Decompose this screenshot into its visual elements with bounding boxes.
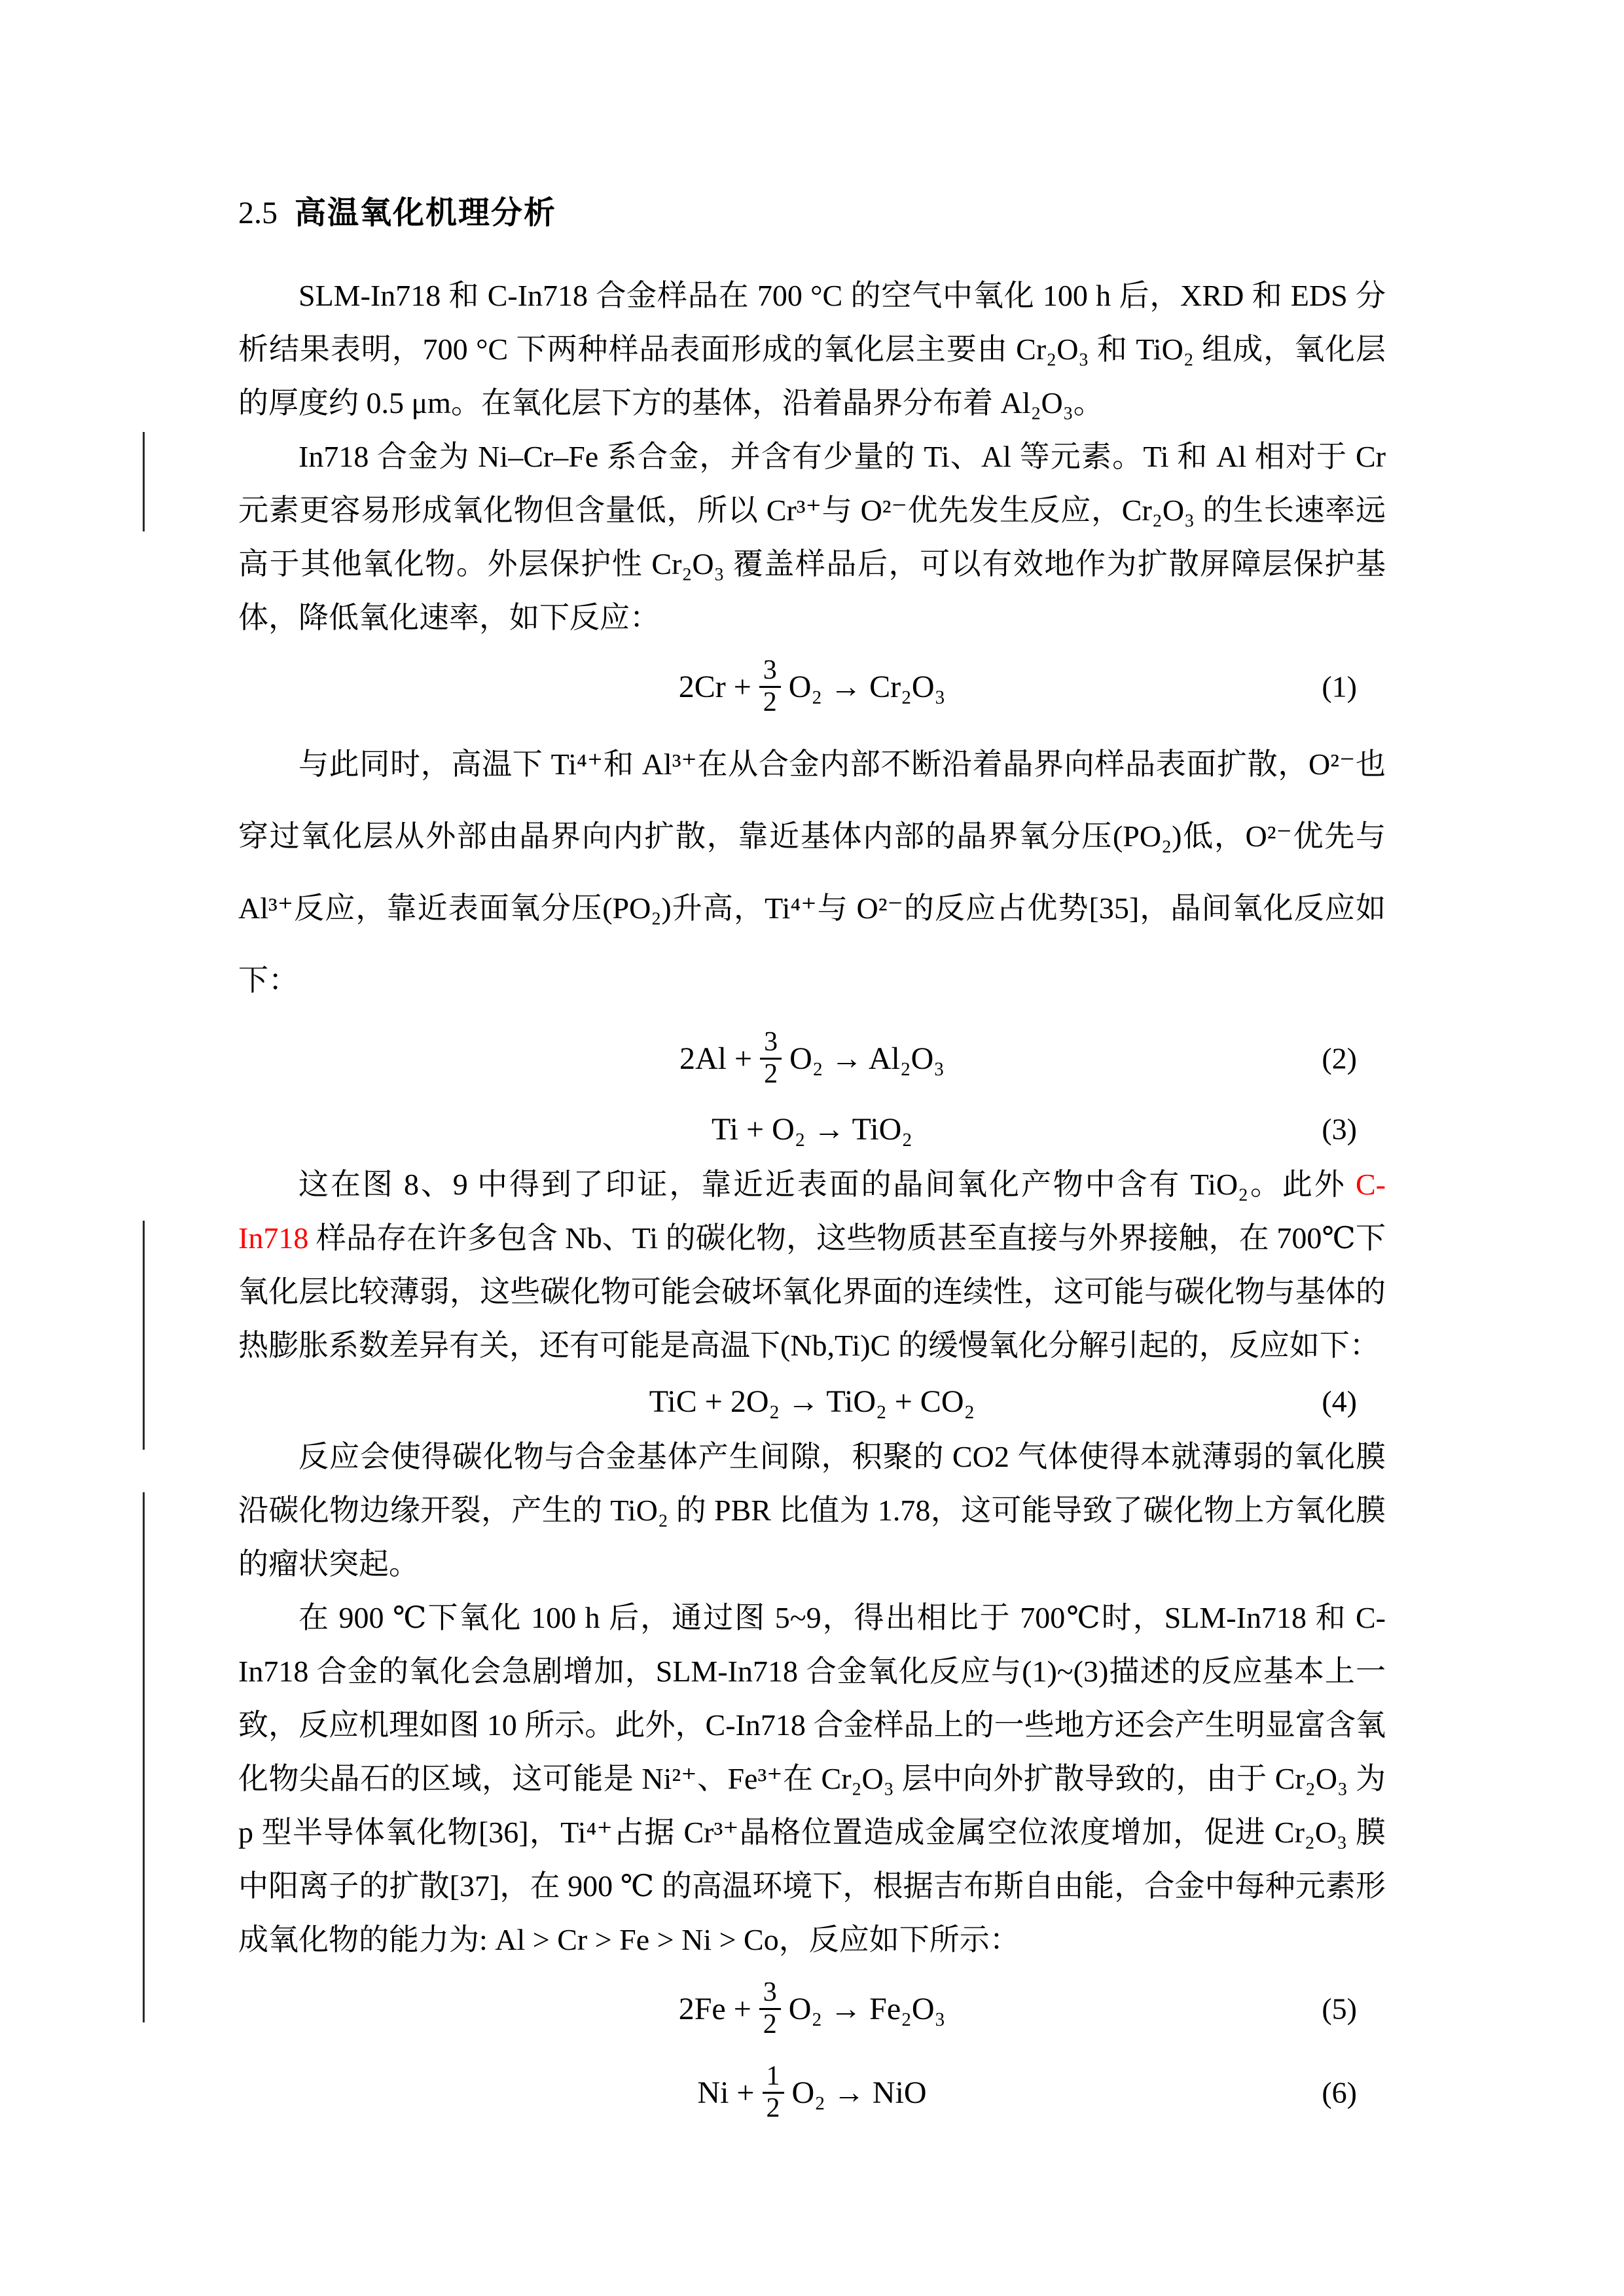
revision-bar-2 xyxy=(143,1221,145,1450)
section-title: 高温氧化机理分析 xyxy=(295,196,557,230)
equation-6-lhs: Ni + xyxy=(697,2075,755,2110)
paragraph-2: In718 合金为 Ni–Cr–Fe 系合金，并含有少量的 Ti、Al 等元素。Ti 和 Al 相对于 Cr 元素更容易形成氧化物但含量低，所以 Cr³⁺与 O²⁻优先发生反应，Cr₂O₃ 的生长速率远高于其他氧化物。外层保护性 Cr₂O₃ 覆盖样品后，可以有效地作为扩散屏障层保护基体，降低氧化速率，如下反应： xyxy=(238,440,1386,634)
equation-2-rhs: O₂ → Al₂O₃ xyxy=(789,1041,945,1076)
page-content xyxy=(238,187,1386,2134)
equation-5 xyxy=(238,1967,1386,2051)
paragraph-5: 反应会使得碳化物与合金基体产生间隙，积聚的 CO2 气体使得本就薄弱的氧化膜沿碳化物边缘开裂，产生的 TiO₂ 的 PBR 比值为 1.78，这可能导致了碳化物上方氧化膜的瘤状突起。 xyxy=(238,1440,1386,1581)
equation-5-formula xyxy=(679,1978,946,2039)
equation-3-formula: Ti + O₂ → TiO₂ xyxy=(712,1111,912,1147)
fraction-numerator: 1 xyxy=(766,2061,780,2092)
equation-6 xyxy=(238,2051,1386,2134)
equation-5-fraction xyxy=(759,1978,781,2039)
equation-3 xyxy=(238,1100,1386,1158)
revision-bar-1 xyxy=(143,432,145,531)
equation-1-lhs: 2Cr + xyxy=(678,669,751,704)
section-number: 2.5 xyxy=(238,196,278,230)
equation-4 xyxy=(238,1372,1386,1430)
equation-4-number: (4) xyxy=(1322,1384,1357,1418)
revision-bar-3 xyxy=(143,1492,145,2022)
equation-2 xyxy=(238,1016,1386,1100)
equation-3-number: (3) xyxy=(1322,1112,1357,1146)
equation-6-formula xyxy=(697,2062,926,2123)
paragraph-4 xyxy=(238,1158,1386,1372)
fraction-numerator: 3 xyxy=(764,1027,778,1058)
equation-1-rhs: O₂ → Cr₂O₃ xyxy=(788,669,946,704)
fraction-denominator: 2 xyxy=(763,2092,784,2123)
fraction-numerator: 3 xyxy=(763,1977,777,2008)
fraction-denominator: 2 xyxy=(760,1058,782,1089)
equation-1-fraction xyxy=(759,656,781,717)
equation-6-rhs: O₂ → NiO xyxy=(791,2075,927,2110)
equation-5-lhs: 2Fe + xyxy=(678,1991,751,2026)
section-heading xyxy=(238,187,1386,240)
equation-1 xyxy=(238,645,1386,728)
equation-2-fraction xyxy=(760,1028,782,1089)
paragraph-6: 在 900 ℃下氧化 100 h 后，通过图 5~9，得出相比于 700℃时，SLM-In718 和 C-In718 合金的氧化会急剧增加，SLM-In718 合金氧化反应与(1)~(3)描述的反应基本上一致，反应机理如图 10 所示。此外，C-In718 合金样品上的一些地方还会产生明显富含氧化物尖晶石的区域，这可能是 Ni²⁺、Fe³⁺在 Cr₂O₃ 层中向外扩散导致的，由于 Cr₂O₃ 为 p 型半导体氧化物[36]，Ti⁴⁺占据 Cr³⁺晶格位置造成金属空位浓度增加，促进 Cr₂O₃ 膜中阳离子的扩散[37]，在 900 ℃ 的高温环境下，根据吉布斯自由能，合金中每种元素形成氧化物的能力为: Al > Cr > Fe > Ni > Co，反应如下所示： xyxy=(238,1601,1386,1956)
paragraph-4-text-after: 样品存在许多包含 Nb、Ti 的碳化物，这些物质甚至直接与外界接触，在 700℃下氧化层比较薄弱，这些碳化物可能会破坏氧化界面的连续性，这可能与碳化物与基体的热膨胀系数差异有关，还有可能是高温下(Nb,Ti)C 的缓慢氧化分解引起的，反应如下： xyxy=(238,1221,1386,1362)
fraction-numerator: 3 xyxy=(763,655,777,686)
paragraph-4-highlight: C-In718 xyxy=(238,1168,1386,1255)
equation-6-fraction xyxy=(763,2062,784,2123)
fraction-denominator: 2 xyxy=(759,686,781,717)
fraction-denominator: 2 xyxy=(759,2008,781,2039)
equation-1-formula xyxy=(679,656,946,717)
equation-4-formula: TiC + 2O₂ → TiO₂ + CO₂ xyxy=(649,1384,975,1419)
paragraph-4-text-before: 这在图 8、9 中得到了印证，靠近近表面的晶间氧化产物中含有 TiO₂。此外 xyxy=(298,1168,1356,1201)
equation-2-formula xyxy=(679,1028,945,1089)
equation-6-number: (6) xyxy=(1322,2075,1357,2109)
equation-5-rhs: O₂ → Fe₂O₃ xyxy=(788,1991,946,2026)
equation-2-lhs: 2Al + xyxy=(679,1041,753,1076)
paragraph-1: SLM-In718 和 C-In718 合金样品在 700 °C 的空气中氧化 100 h 后，XRD 和 EDS 分析结果表明，700 °C 下两种样品表面形成的氧化层主要由 Cr₂O₃ 和 TiO₂ 组成，氧化层的厚度约 0.5 μm。在氧化层下方的基体，沿着晶界分布着 Al₂O₃。 xyxy=(238,279,1386,420)
equation-2-number: (2) xyxy=(1322,1041,1357,1075)
equation-1-number: (1) xyxy=(1322,670,1357,704)
equation-5-number: (5) xyxy=(1322,1992,1357,2026)
paragraph-3: 与此同时，高温下 Ti⁴⁺和 Al³⁺在从合金内部不断沿着晶界向样品表面扩散，O²⁻也穿过氧化层从外部由晶界向内扩散，靠近基体内部的晶界氧分压(PO₂)低，O²⁻优先与 Al³⁺反应，靠近表面氧分压(PO₂)升高，Ti⁴⁺与 O²⁻的反应占优势[35]，晶间氧化反应如下： xyxy=(238,747,1386,997)
